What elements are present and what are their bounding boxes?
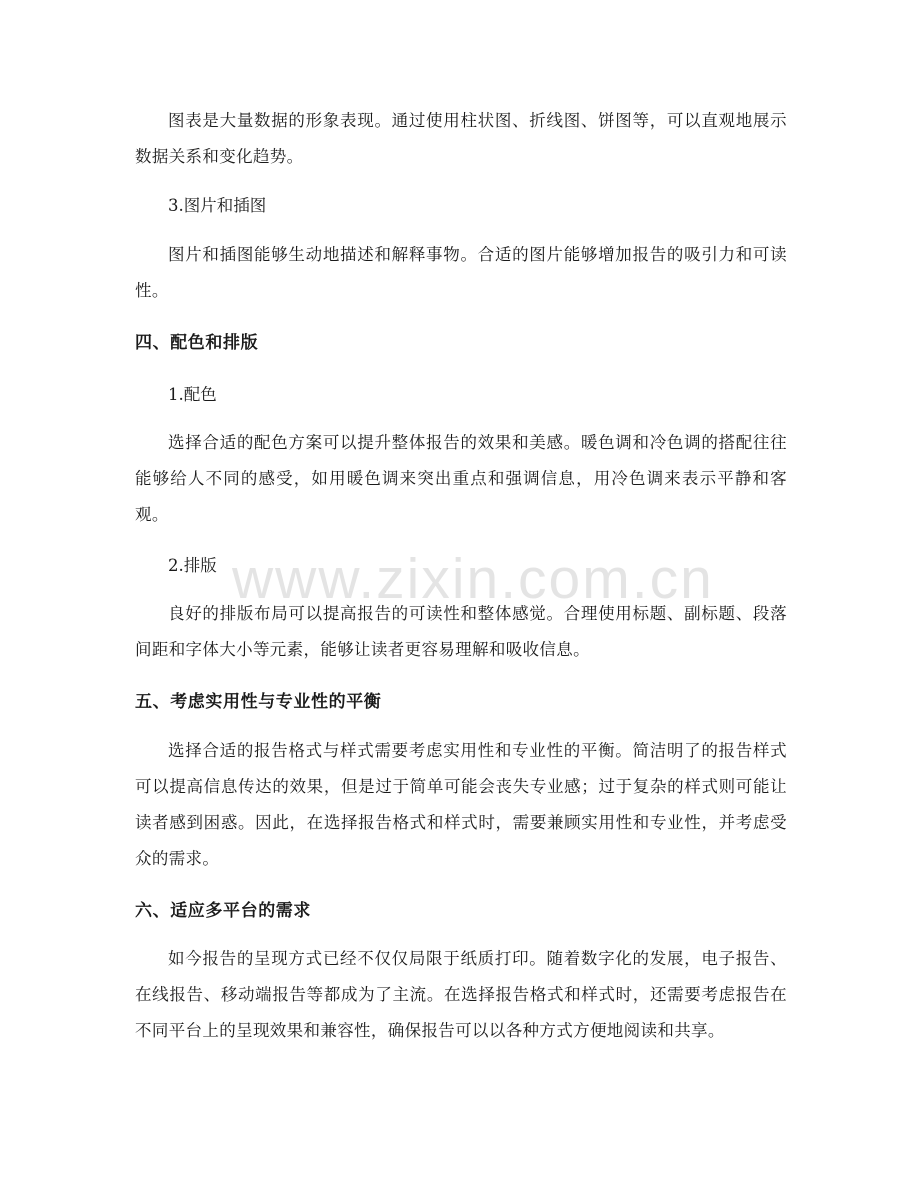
subheading-images: 3.图片和插图: [168, 196, 267, 215]
paragraph-layout: 良好的排版布局可以提高报告的可读性和整体感觉。合理使用标题、副标题、段落间距和字体大小等元素，能够让读者更容易理解和吸收信息。: [135, 604, 787, 659]
paragraph-balance: 选择合适的报告格式与样式需要考虑实用性和专业性的平衡。简洁明了的报告样式可以提高信息传达的效果，但是过于简单可能会丧失专业感；过于复杂的样式则可能让读者感到困惑。因此，在选择报告格式和样式时，需要兼顾实用性和专业性，并考虑受众的需求。: [135, 741, 787, 868]
subheading-color: 1.配色: [168, 385, 217, 404]
paragraph-color: 选择合适的配色方案可以提升整体报告的效果和美感。暖色调和冷色调的搭配往往能够给人不同的感受，如用暖色调来突出重点和强调信息，用冷色调来表示平静和客观。: [135, 433, 787, 524]
paragraph-images: 图片和插图能够生动地描述和解释事物。合适的图片能够增加报告的吸引力和可读性。: [135, 245, 787, 300]
watermark-text: www.zixin.com.cn: [232, 547, 714, 611]
section-heading-balance: 五、考虑实用性与专业性的平衡: [135, 692, 382, 712]
paragraph-charts: 图表是大量数据的形象表现。通过使用柱状图、折线图、饼图等，可以直观地展示数据关系和变化趋势。: [135, 111, 787, 166]
section-heading-color-layout: 四、配色和排版: [135, 333, 259, 353]
paragraph-multiplatform: 如今报告的呈现方式已经不仅仅局限于纸质打印。随着数字化的发展，电子报告、在线报告、移动端报告等都成为了主流。在选择报告格式和样式时，还需要考虑报告在不同平台上的呈现效果和兼容性，确保报告可以以各种方式方便地阅读和共享。: [135, 949, 787, 1040]
subheading-layout: 2.排版: [168, 556, 217, 575]
section-heading-multiplatform: 六、适应多平台的需求: [135, 901, 311, 921]
